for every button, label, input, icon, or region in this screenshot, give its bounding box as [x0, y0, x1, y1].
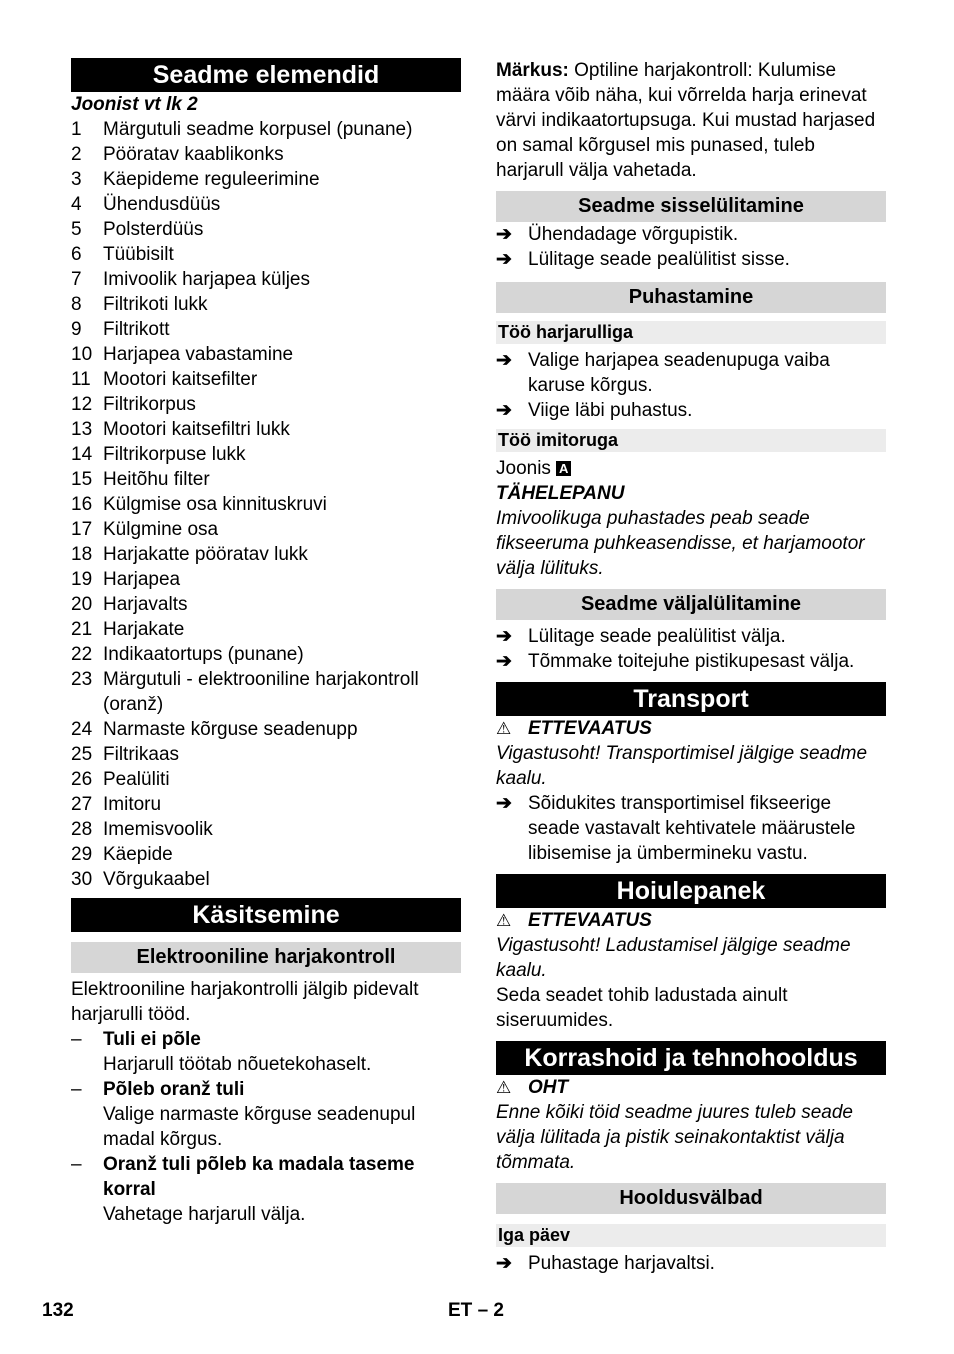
list-item: 7 Imivoolik harjapea küljes — [71, 269, 310, 290]
note-label: Märkus: — [496, 60, 569, 81]
attention-label: TÄHELEPANU — [496, 483, 625, 504]
list-item: 22 Indikaatortups (punane) — [71, 644, 304, 665]
dash-bullet: – — [71, 1079, 82, 1100]
switch-off-steps — [496, 624, 886, 674]
state-item: – Oranž tuli põleb ka madala taseme korral — [71, 1154, 415, 1200]
section-title-storage: Hoiulepanek — [496, 874, 886, 908]
step-item: ➔ Viige läbi puhastus. — [496, 400, 693, 421]
list-item: 12 Filtrikorpus — [71, 394, 196, 415]
subsection-title-intervals: Hooldusvälbad — [496, 1183, 886, 1214]
state-description: Valige narmaste kõrguse seadenupul madal kõrgus. — [103, 1104, 416, 1150]
right-column — [496, 58, 886, 1276]
list-item: 28 Imemisvoolik — [71, 819, 213, 840]
list-item: 9 Filtrikott — [71, 319, 170, 340]
arrow-right-icon: ➔ — [496, 350, 512, 371]
step-item: ➔ Lülitage seade pealülitist sisse. — [496, 249, 790, 270]
arrow-right-icon: ➔ — [496, 400, 512, 421]
transport-steps — [496, 791, 886, 866]
section-title-device-elements: Seadme elemendid — [71, 58, 461, 92]
transport-warning: ⚠ ETTEVAATUS — [496, 718, 652, 739]
list-item: 19 Harjapea — [71, 569, 181, 590]
arrow-right-icon: ➔ — [496, 224, 512, 245]
page-number: 132 — [42, 1300, 74, 1321]
list-item: 23 Märgutuli - elektrooniline harjakontroll (oranž) — [71, 669, 419, 715]
maintenance-danger-text: Enne kõiki töid seadme juures tuleb seade välja lülitada ja pistik seinakontaktist välja tõmmata. — [496, 1102, 854, 1173]
storage-warning: ⚠ ETTEVAATUS — [496, 910, 652, 931]
list-item: 13 Mootori kaitsefiltri lukk — [71, 419, 290, 440]
list-item: 27 Imitoru — [71, 794, 162, 815]
brush-control-intro: Elektrooniline harjakontrolli jälgib pidevalt harjarulli tööd. — [71, 979, 419, 1025]
subheading-brush-roller: Töö harjarulliga — [496, 321, 886, 344]
arrow-right-icon: ➔ — [496, 651, 512, 672]
language-footer: ET – 2 — [448, 1300, 504, 1321]
switch-on-steps — [496, 222, 886, 272]
subsection-title-switch-off: Seadme väljalülitamine — [496, 589, 886, 620]
list-item: 17 Külgmine osa — [71, 519, 219, 540]
list-item: 3 Käepideme reguleerimine — [71, 169, 320, 190]
subsection-title-brush-control: Elektrooniline harjakontroll — [71, 942, 461, 973]
list-item: 26 Pealüliti — [71, 769, 170, 790]
step-item: ➔ Puhastage harjavaltsi. — [496, 1253, 715, 1274]
figure-reference: Joonist vt lk 2 — [71, 94, 198, 115]
list-item: 25 Filtrikaas — [71, 744, 180, 765]
list-item: 29 Käepide — [71, 844, 173, 865]
list-item: 4 Ühendusdüüs — [71, 194, 221, 215]
list-item: 8 Filtrikoti lukk — [71, 294, 208, 315]
list-item: 15 Heitõhu filter — [71, 469, 210, 490]
section-title-operation: Käsitsemine — [71, 898, 461, 932]
warning-triangle-icon: ⚠ — [496, 1078, 512, 1097]
dash-bullet: – — [71, 1154, 82, 1175]
device-elements-list — [71, 117, 461, 892]
list-item: 16 Külgmise osa kinnituskruvi — [71, 494, 327, 515]
maintenance-danger: ⚠ OHT — [496, 1077, 569, 1098]
list-item: 18 Harjakatte pööratav lukk — [71, 544, 308, 565]
left-column — [71, 58, 461, 1227]
note-paragraph — [496, 58, 886, 183]
warning-triangle-icon: ⚠ — [496, 911, 512, 930]
attention-text: Imivoolikuga puhastades peab seade fikseeruma puhkeasendisse, et harjamootor välja lülituks. — [496, 508, 865, 579]
arrow-right-icon: ➔ — [496, 249, 512, 270]
list-item: 14 Filtrikorpuse lukk — [71, 444, 246, 465]
dash-bullet: – — [71, 1029, 82, 1050]
list-item: 24 Narmaste kõrguse seadenupp — [71, 719, 358, 740]
brush-roller-steps — [496, 348, 886, 423]
step-item: ➔ Valige harjapea seadenupuga vaiba karuse kõrgus. — [496, 350, 830, 396]
note-text: Optiline harjakontroll: Kulumise määra võib näha, kui võrrelda harja erinevat värvi indikaatortupsuga. Kui mustad harjased on samal kõrgusel mis punased, tuleb harjarull välja vahetada. — [496, 60, 876, 181]
state-item: – Tuli ei põle — [71, 1029, 201, 1050]
list-item: 20 Harjavalts — [71, 594, 188, 615]
section-title-maintenance: Korrashoid ja tehnohooldus — [496, 1041, 886, 1075]
subsection-title-cleaning: Puhastamine — [496, 282, 886, 313]
arrow-right-icon: ➔ — [496, 626, 512, 647]
list-item: 1 Märgutuli seadme korpusel (punane) — [71, 119, 413, 140]
step-item: ➔ Lülitage seade pealülitist välja. — [496, 626, 786, 647]
list-item: 2 Pööratav kaablikonks — [71, 144, 284, 165]
tube-figure-ref: Joonis A — [496, 456, 886, 481]
step-item: ➔ Ühendadage võrgupistik. — [496, 224, 739, 245]
step-item: ➔ Sõidukites transportimisel fikseerige seade vastavalt kehtivatele määrustele libisemise ja ümbermineku vastu. — [496, 793, 856, 864]
section-title-transport: Transport — [496, 682, 886, 716]
warning-triangle-icon: ⚠ — [496, 719, 512, 738]
arrow-right-icon: ➔ — [496, 793, 512, 814]
subsection-title-switch-on: Seadme sisselülitamine — [496, 191, 886, 222]
daily-steps — [496, 1251, 886, 1276]
arrow-right-icon: ➔ — [496, 1253, 512, 1274]
state-description: Vahetage harjarull välja. — [103, 1204, 306, 1225]
transport-warning-text: Vigastusoht! Transportimisel jälgige seadme kaalu. — [496, 743, 868, 789]
step-item: ➔ Tõmmake toitejuhe pistikupesast välja. — [496, 651, 855, 672]
list-item: 5 Polsterdüüs — [71, 219, 204, 240]
list-item: 10 Harjapea vabastamine — [71, 344, 294, 365]
storage-warning-text: Vigastusoht! Ladustamisel jälgige seadme kaalu. — [496, 935, 851, 981]
brush-control-states — [71, 1027, 461, 1227]
subheading-daily: Iga päev — [496, 1224, 886, 1247]
subheading-suction-tube: Töö imitoruga — [496, 429, 886, 452]
list-item: 11 Mootori kaitsefilter — [71, 369, 258, 390]
list-item: 30 Võrgukaabel — [71, 869, 210, 890]
state-description: Harjarull töötab nõuetekohaselt. — [103, 1054, 372, 1075]
list-item: 21 Harjakate — [71, 619, 185, 640]
state-item: – Põleb oranž tuli — [71, 1079, 245, 1100]
list-item: 6 Tüübisilt — [71, 244, 174, 265]
figure-box-label: A — [556, 461, 571, 476]
storage-text: Seda seadet tohib ladustada ainult siseruumides. — [496, 985, 788, 1031]
